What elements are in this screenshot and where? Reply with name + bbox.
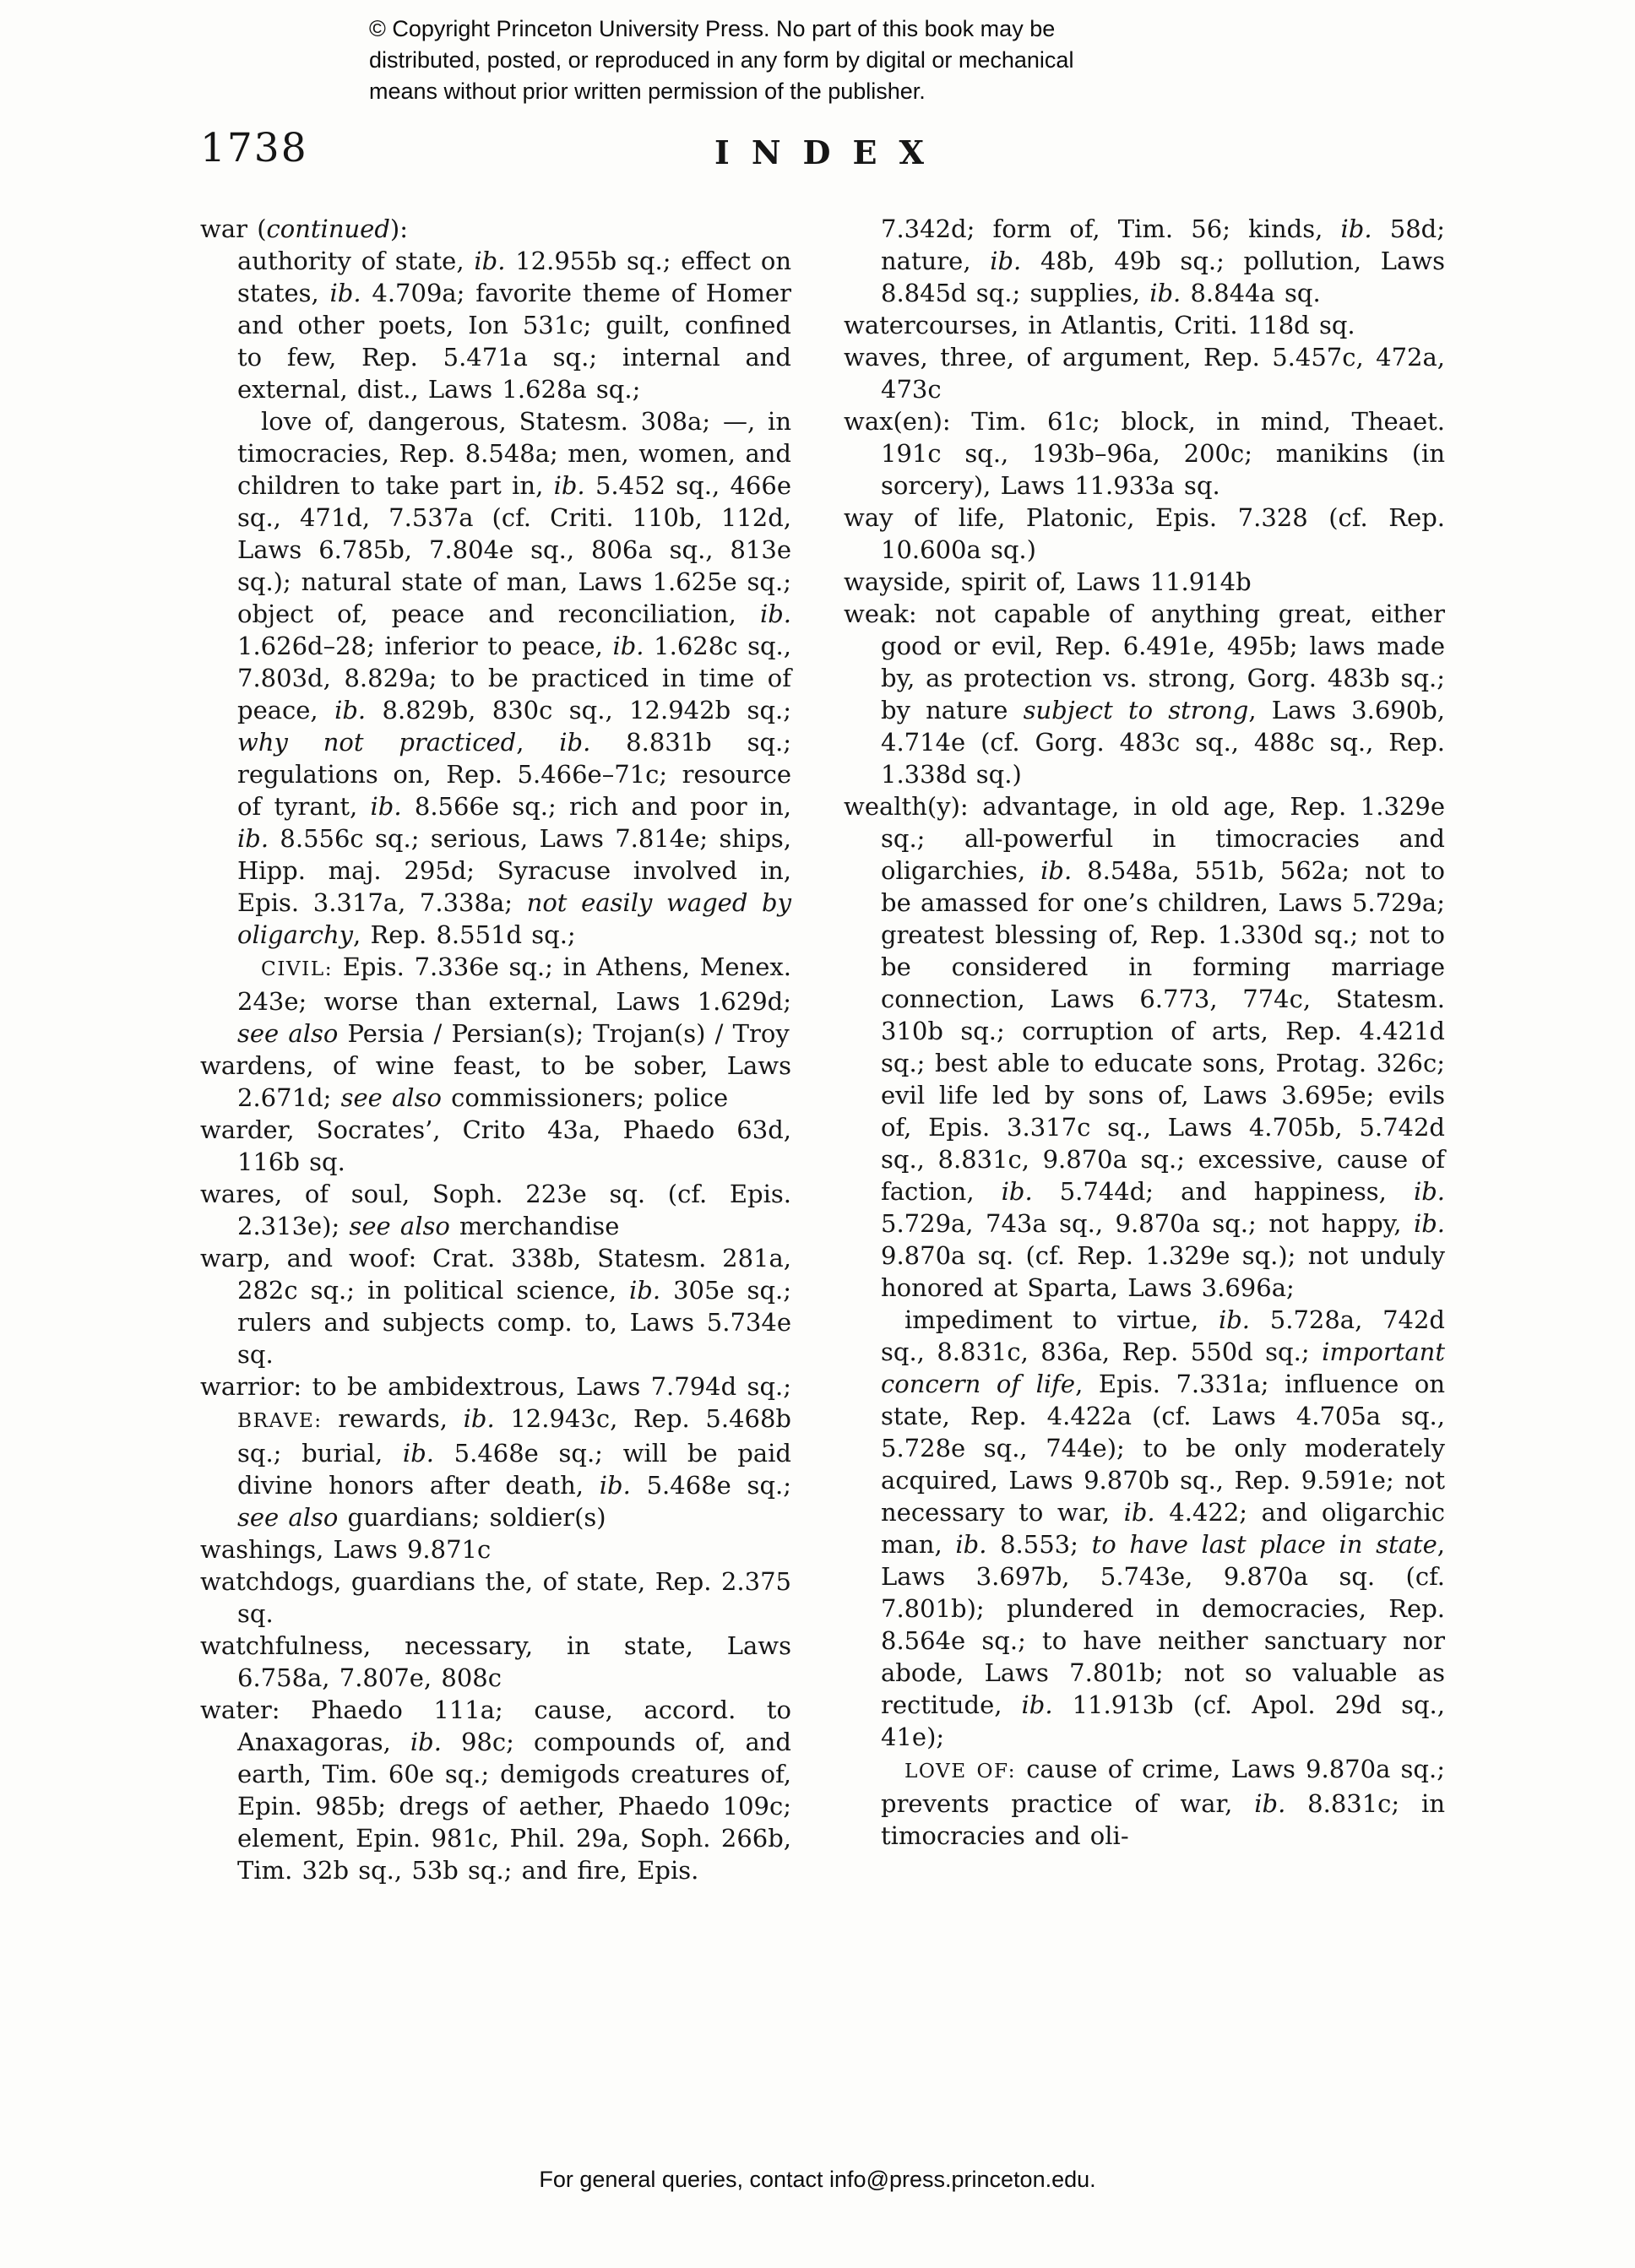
- index-entry: impediment to virtue, ib. 5.728a, 742d sq., 8.831c, 836a, Rep. 550d sq.; important concern of life, Epis. 7.331a; influence on state, Rep. 4.422a (cf. Laws 4.705a sq., 5.728e sq., 744e); to be only moderately acquired, Laws 9.870b sq., Rep. 9.591e; not necessary to war, ib. 4.422; and oligarchic man, ib. 8.553; to have last place in state, Laws 3.697b, 5.743e, 9.870a sq. (cf. 7.801b); plundered in democracies, Rep. 8.564e sq.; to have neither sanctuary nor abode, Laws 7.801b; not so valuable as rectitude, ib. 11.913b (cf. Apol. 29d sq., 41e);: [881, 1305, 1445, 1751]
- index-entry: watercourses, in Atlantis, Criti. 118d sq.: [844, 311, 1355, 339]
- index-entry: watchfulness, necessary, in state, Laws 6.758a, 7.807e, 808c: [200, 1631, 791, 1692]
- index-entry: LOVE OF: cause of crime, Laws 9.870a sq.; prevents practice of war, ib. 8.831c; in timocracies and oli-: [881, 1755, 1445, 1850]
- copyright-line: means without prior written permission of the publisher.: [369, 79, 926, 104]
- index-entry: authority of state, ib. 12.955b sq.; effect on states, ib. 4.709a; favorite theme of Homer and other poets, Ion 531c; guilt, confined to few, Rep. 5.471a sq.; internal and external, dist., Laws 1.628a sq.;: [237, 247, 792, 404]
- footer-contact: For general queries, contact info@press.princeton.edu.: [539, 2167, 1096, 2192]
- index-entry: war (continued):: [200, 214, 408, 243]
- page-header: [200, 127, 1460, 177]
- index-entry: water: Phaedo 111a; cause, accord. to Anaxagoras, ib. 98c; compounds of, and earth, Tim. 60e sq.; demigods creatures of, Epin. 985b; dregs of aether, Phaedo 109c; element, Epin. 981c, Phil. 29a, Soph. 266b, Tim. 32b sq., 53b sq.; and fire, Epis.: [200, 1696, 791, 1885]
- copyright-line: distributed, posted, or reproduced in any form by digital or mechanical: [369, 47, 1074, 73]
- copyright-line: © Copyright Princeton University Press. No part of this book may be: [369, 16, 1056, 41]
- index-columns: [200, 213, 1445, 1886]
- index-entry: watchdogs, guardians the, of state, Rep. 2.375 sq.: [200, 1567, 791, 1628]
- index-entry: 7.342d; form of, Tim. 56; kinds, ib. 58d; nature, ib. 48b, 49b sq.; pollution, Laws 8.845d sq.; supplies, ib. 8.844a sq.: [881, 214, 1445, 307]
- page-title: INDEX: [714, 133, 946, 171]
- index-entry: warp, and woof: Crat. 338b, Statesm. 281a, 282c sq.; in political science, ib. 305e sq.; rulers and subjects comp. to, Laws 5.734e sq.: [200, 1244, 791, 1369]
- index-entry: weak: not capable of anything great, either good or evil, Rep. 6.491e, 495b; laws made by, as protection vs. strong, Gorg. 483b sq.; by nature subject to strong, Laws 3.690b, 4.714e (cf. Gorg. 483c sq., 488c sq., Rep. 1.338d sq.): [844, 600, 1445, 789]
- index-entry: wares, of soul, Soph. 223e sq. (cf. Epis. 2.313e); see also merchandise: [200, 1180, 791, 1240]
- index-entry: way of life, Platonic, Epis. 7.328 (cf. Rep. 10.600a sq.): [844, 503, 1445, 564]
- index-entry: love of, dangerous, Statesm. 308a; —, in timocracies, Rep. 8.548a; men, women, and children to take part in, ib. 5.452 sq., 466e sq., 471d, 7.537a (cf. Criti. 110b, 112d, Laws 6.785b, 7.804e sq., 806a sq., 813e sq.); natural state of man, Laws 1.625e sq.; object of, peace and reconciliation, ib. 1.626d–28; inferior to peace, ib. 1.628c sq., 7.803d, 8.829a; to be practiced in time of peace, ib. 8.829b, 830c sq., 12.942b sq.; why not practiced, ib. 8.831b sq.; regulations on, Rep. 5.466e–71c; resource of tyrant, ib. 8.566e sq.; rich and poor in, ib. 8.556c sq.; serious, Laws 7.814e; ships, Hipp. maj. 295d; Syracuse involved in, Epis. 3.317a, 7.338a; not easily waged by oligarchy, Rep. 8.551d sq.;: [237, 407, 792, 949]
- index-entry: wealth(y): advantage, in old age, Rep. 1.329e sq.; all-powerful in timocracies and oligarchies, ib. 8.548a, 551b, 562a; not to be amassed for one’s children, Laws 5.729a; greatest blessing of, Rep. 1.330d sq.; not to be considered in forming marriage connection, Laws 6.773, 774c, Statesm. 310b sq.; corruption of arts, Rep. 4.421d sq.; best able to educate sons, Protag. 326c; evil life led by sons of, Laws 3.695e; evils of, Epis. 3.317c sq., Laws 4.705b, 5.742d sq., 8.831c, 9.870a sq.; excessive, cause of faction, ib. 5.744d; and happiness, ib. 5.729a, 743a sq., 9.870a sq.; not happy, ib. 9.870a sq. (cf. Rep. 1.329e sq.); not unduly honored at Sparta, Laws 3.696a;: [844, 792, 1445, 1302]
- index-column-right: [844, 213, 1445, 1886]
- index-column-left: [200, 213, 791, 1886]
- index-entry: wayside, spirit of, Laws 11.914b: [844, 567, 1252, 596]
- index-entry: washings, Laws 9.871c: [200, 1535, 492, 1564]
- index-entry: wardens, of wine feast, to be sober, Laws 2.671d; see also commissioners; police: [200, 1051, 791, 1112]
- index-entry: waves, three, of argument, Rep. 5.457c, 472a, 473c: [844, 343, 1445, 404]
- index-entry: CIVIL: Epis. 7.336e sq.; in Athens, Menex. 243e; worse than external, Laws 1.629d; see also Persia / Persian(s); Trojan(s) / Troy: [237, 952, 791, 1048]
- index-entry: warrior: to be ambidextrous, Laws 7.794d sq.; BRAVE: rewards, ib. 12.943c, Rep. 5.468b sq.; burial, ib. 5.468e sq.; will be paid divine honors after death, ib. 5.468e sq.; see also guardians; soldier(s): [200, 1372, 792, 1532]
- copyright-notice: [369, 14, 1073, 107]
- page-number: 1738: [200, 125, 308, 171]
- index-entry: wax(en): Tim. 61c; block, in mind, Theaet. 191c sq., 193b–96a, 200c; manikins (in sorcery), Laws 11.933a sq.: [844, 407, 1445, 500]
- index-entry: warder, Socrates’, Crito 43a, Phaedo 63d, 116b sq.: [200, 1115, 791, 1176]
